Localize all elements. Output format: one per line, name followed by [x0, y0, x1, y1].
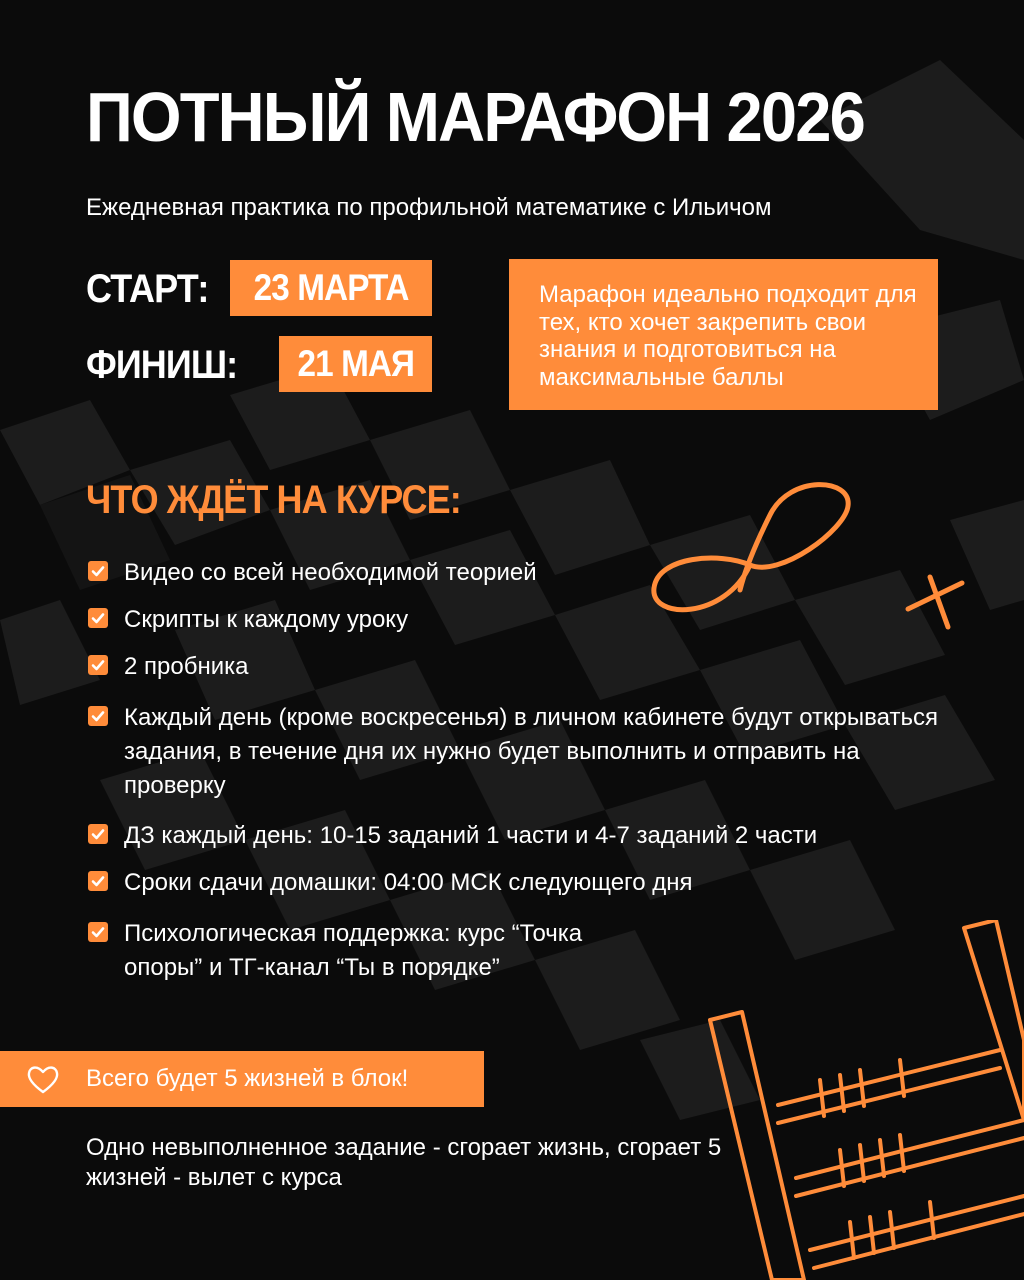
list-item-text: Психологическая поддержка: курс “Точка опоры” и ТГ-канал “Ты в порядке” — [124, 920, 583, 981]
list-item-text: ДЗ каждый день: 10-15 заданий 1 части и 4-7 заданий 2 части — [124, 822, 818, 849]
finish-date-value: 21 МАЯ — [297, 343, 414, 384]
lives-rules-note: Одно невыполненное задание - сгорает жизнь, сгорает 5 жизней - вылет с курса — [86, 1134, 722, 1191]
list-item — [88, 701, 938, 803]
start-date-value: 23 МАРТА — [253, 267, 409, 308]
list-item-text: Скрипты к каждому уроку — [124, 606, 409, 633]
list-item-text: Сроки сдачи домашки: 04:00 МСК следующего дня — [124, 869, 693, 896]
check-icon — [88, 608, 108, 628]
check-icon — [88, 561, 108, 581]
abacus-icon — [700, 920, 1024, 1280]
list-item — [88, 819, 968, 853]
check-icon — [88, 655, 108, 675]
page-subtitle: Ежедневная практика по профильной математике с Ильичом — [86, 194, 772, 221]
list-item — [88, 556, 968, 590]
check-icon — [88, 922, 108, 942]
list-item — [88, 650, 968, 684]
start-label: СТАРТ: — [86, 267, 209, 311]
check-icon — [88, 871, 108, 891]
check-icon — [88, 706, 108, 726]
list-item-text: Видео со всей необходимой теорией — [124, 559, 537, 586]
page-title: ПОТНЫЙ МАРАФОН 2026 — [86, 78, 864, 156]
start-date-badge — [230, 260, 432, 316]
lives-banner — [0, 1051, 484, 1107]
check-icon — [88, 824, 108, 844]
list-item — [88, 603, 968, 637]
lives-banner-text: Всего будет 5 жизней в блок! — [86, 1065, 409, 1092]
info-box-text: Марафон идеально подходит для тех, кто хочет закрепить свои знания и подготовиться на максимальные баллы — [539, 281, 917, 391]
finish-label: ФИНИШ: — [86, 343, 238, 387]
list-item-text: Каждый день (кроме воскресенья) в личном кабинете будут открываться задания, в течение дня их нужно будет выполнить и отправить на проверку — [124, 704, 938, 799]
list-item — [88, 866, 968, 900]
list-item-text: 2 пробника — [124, 653, 249, 680]
heart-outline-icon — [26, 1063, 60, 1095]
info-box — [509, 259, 938, 410]
course-heading: ЧТО ЖДЁТ НА КУРСЕ: — [86, 478, 461, 522]
list-item — [88, 917, 648, 985]
finish-date-badge — [279, 336, 432, 392]
